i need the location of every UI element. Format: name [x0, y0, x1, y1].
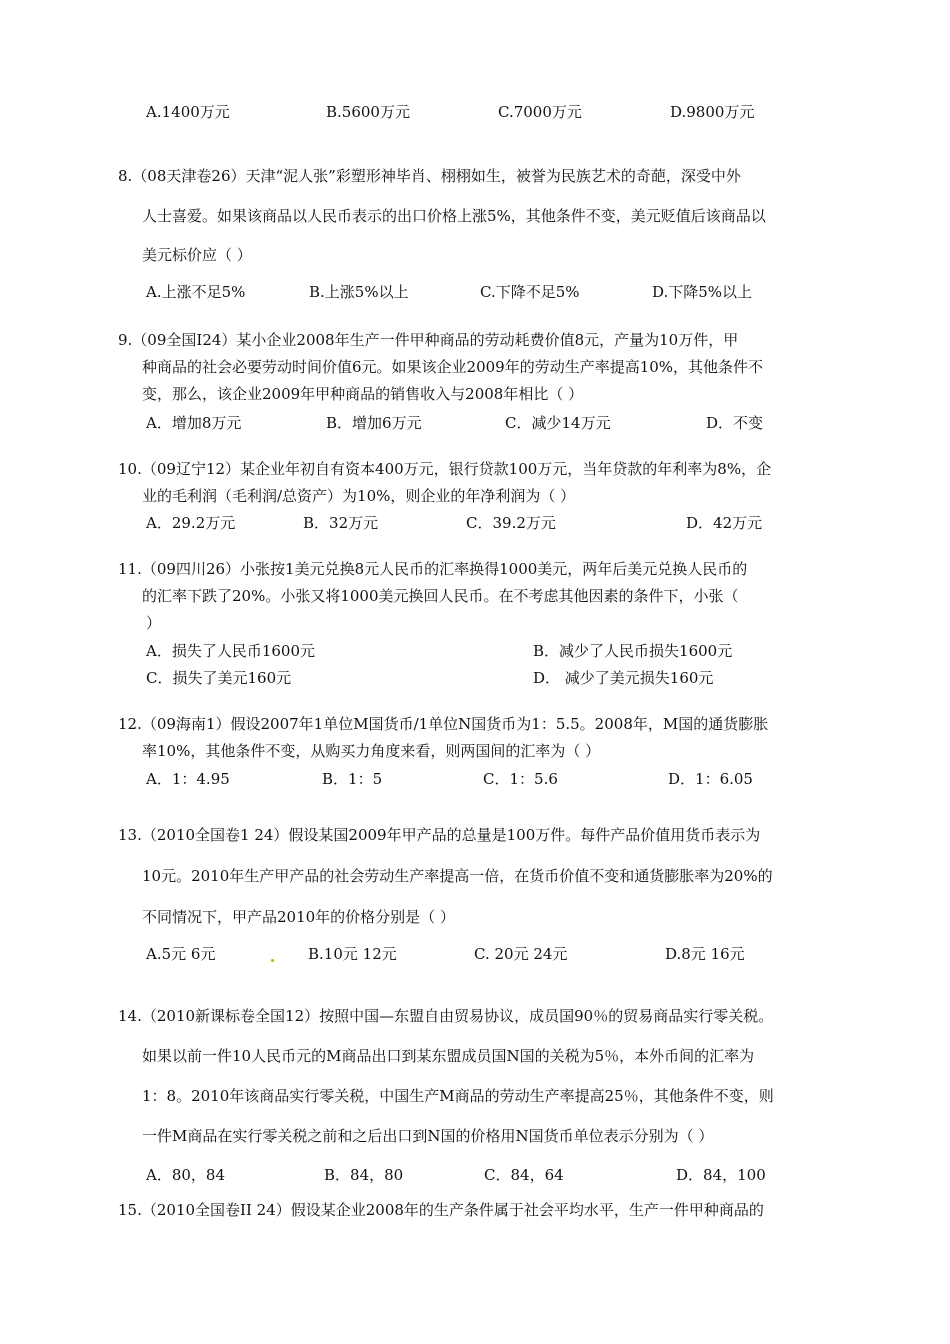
question-13-option-d: D.8元 16元 [665, 945, 745, 963]
question-13-line-1: 13.（2010全国卷1 24）假设某国2009年甲产品的总量是100万件。每件产品价值用货币表示为 [118, 826, 761, 844]
question-13-option-a: A.5元 6元 [146, 945, 216, 963]
option-d: D.9800万元 [670, 103, 755, 121]
question-9-line-1: 9.（09全国Ⅰ24）某小企业2008年生产一件甲种商品的劳动耗费价值8元，产量为10万件，甲 [118, 331, 739, 349]
question-12-option-b: B．1：5 [322, 770, 383, 788]
question-12-line-1: 12.（09海南1）假设2007年1单位M国货币/1单位N国货币为1：5.5。2008年，M国的通货膨胀 [118, 715, 769, 733]
question-8-line-1: 8.（08天津卷26）天津“泥人张”彩塑形神毕肖、栩栩如生，被誉为民族艺术的奇葩，深受中外 [118, 167, 741, 185]
question-14-line-1: 14.（2010新课标卷全国12）按照中国—东盟自由贸易协议，成员国90％的贸易商品实行零关税。 [118, 1007, 774, 1025]
question-8-option-b: B.上涨5%以上 [309, 283, 409, 301]
question-9-line-2: 种商品的社会必要劳动时间价值6元。如果该企业2009年的劳动生产率提高10%，其他条件不 [142, 358, 764, 376]
question-12-option-d: D．1：6.05 [668, 770, 753, 788]
question-12-option-c: C．1：5.6 [483, 770, 558, 788]
question-11-option-c: C．损失了美元160元 [146, 669, 292, 687]
question-11-option-b: B．减少了人民币损失1600元 [533, 642, 733, 660]
question-13-line-2: 10元。2010年生产甲产品的社会劳动生产率提高一倍，在货币价值不变和通货膨胀率为20%的 [142, 867, 773, 885]
question-12-line-2: 率10%，其他条件不变，从购买力角度来看，则两国间的汇率为（ ） [142, 742, 601, 760]
question-13-option-b: B.10元 12元 [308, 945, 397, 963]
question-8-option-a: A.上涨不足5% [146, 283, 246, 301]
question-10-option-c: C．39.2万元 [466, 514, 556, 532]
option-b: B.5600万元 [326, 103, 410, 121]
question-8-option-c: C.下降不足5% [480, 283, 580, 301]
question-10-line-1: 10.（09辽宁12）某企业年初自有资本400万元，银行贷款100万元，当年贷款的年利率为8%，企 [118, 460, 772, 478]
question-9-line-3: 变，那么，该企业2009年甲种商品的销售收入与2008年相比（ ） [142, 385, 584, 403]
question-11-option-a: A．损失了人民币1600元 [146, 642, 316, 660]
question-14-line-3: 1：8。2010年该商品实行零关税，中国生产M商品的劳动生产率提高25％，其他条件不变，则 [142, 1087, 774, 1105]
question-11-line-3: ） [146, 614, 162, 632]
question-14-line-2: 如果以前一件10人民币元的M商品出口到某东盟成员国N国的关税为5％，本外币间的汇率为 [142, 1047, 755, 1065]
question-9-option-c: C．减少14万元 [505, 414, 611, 432]
question-13-line-3: 不同情况下，甲产品2010年的价格分别是（ ） [142, 908, 455, 926]
question-9-option-a: A．增加8万元 [146, 414, 242, 432]
question-9-option-b: B．增加6万元 [326, 414, 422, 432]
question-10-option-a: A．29.2万元 [146, 514, 236, 532]
question-14-line-4: 一件M商品在实行零关税之前和之后出口到N国的价格用N国货币单位表示分别为（ ） [142, 1127, 714, 1145]
option-a: A.1400万元 [146, 103, 230, 121]
question-11-option-d: D． 减少了美元损失160元 [533, 669, 714, 687]
question-13-option-c: C. 20元 24元 [474, 945, 568, 963]
question-10-line-2: 业的毛利润（毛利润/总资产）为10%，则企业的年净利润为（ ） [142, 487, 576, 505]
question-14-option-b: B．84，80 [324, 1166, 404, 1184]
option-c: C.7000万元 [498, 103, 582, 121]
question-11-line-2: 的汇率下跌了20%。小张又将1000美元换回人民币。在不考虑其他因素的条件下，小张（ [142, 587, 739, 605]
question-8-line-3: 美元标价应（ ） [142, 246, 252, 264]
question-14-option-c: C．84，64 [484, 1166, 564, 1184]
question-9-option-d: D．不变 [706, 414, 764, 432]
question-14-option-a: A．80，84 [146, 1166, 226, 1184]
question-8-option-d: D.下降5%以上 [652, 283, 753, 301]
question-11-line-1: 11.（09四川26）小张按1美元兑换8元人民币的汇率换得1000美元，两年后美元兑换人民币的 [118, 560, 748, 578]
question-10-option-b: B．32万元 [303, 514, 379, 532]
question-15-line-1: 15.（2010全国卷II 24）假设某企业2008年的生产条件属于社会平均水平，生产一件甲种商品的 [118, 1201, 764, 1219]
question-8-line-2: 人士喜爱。如果该商品以人民币表示的出口价格上涨5%，其他条件不变，美元贬值后该商品以 [142, 207, 766, 225]
question-12-option-a: A．1：4.95 [146, 770, 230, 788]
question-10-option-d: D．42万元 [686, 514, 763, 532]
stray-mark [271, 959, 274, 962]
question-14-option-d: D．84，100 [676, 1166, 766, 1184]
